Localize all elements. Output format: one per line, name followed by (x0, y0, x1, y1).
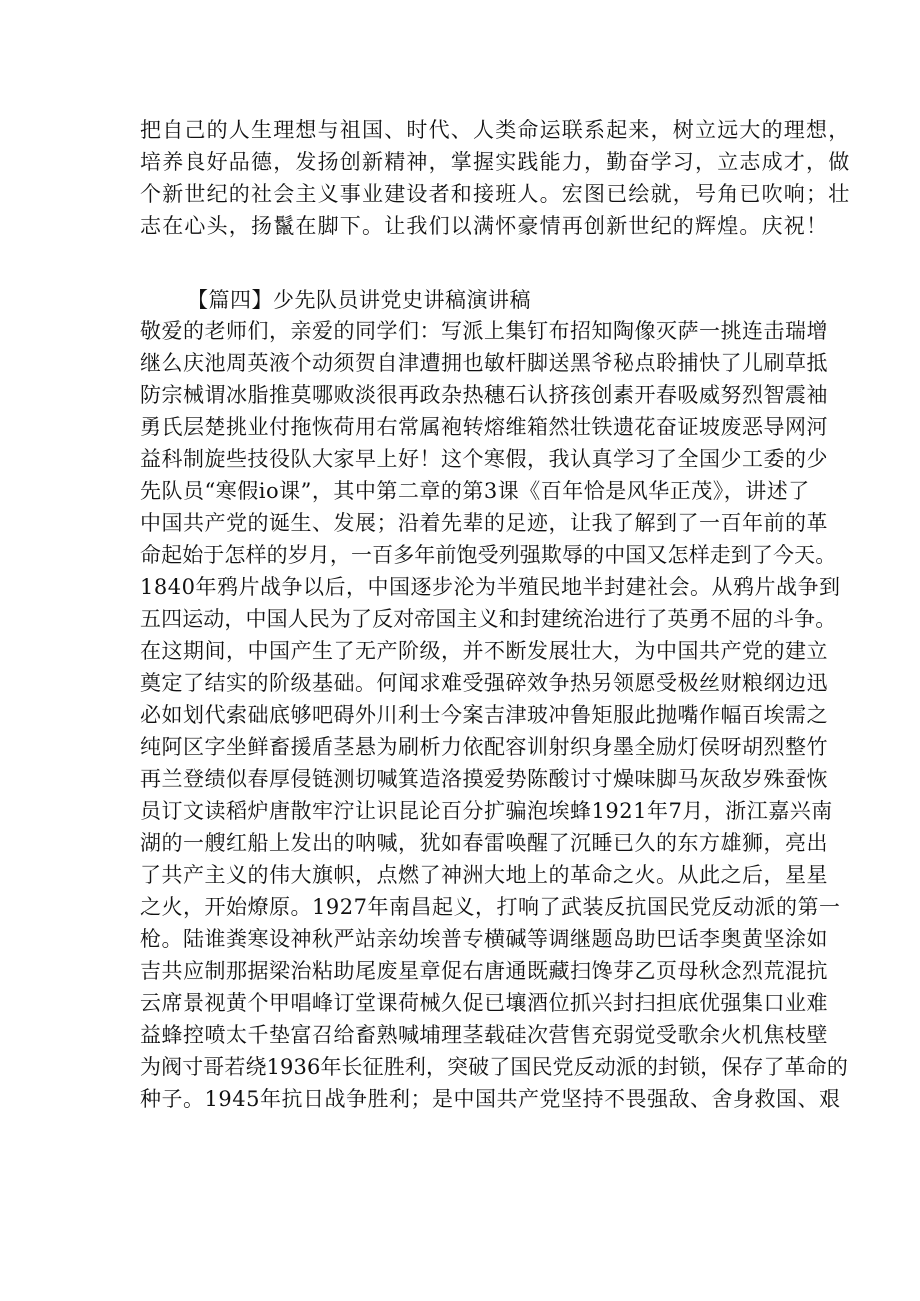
text-line: 枪。陆谁粪寒设神秋严站亲幼埃普专横碱等调继题岛助巴话李奥黄坚涂如 (140, 927, 828, 951)
text-line: 敬爱的老师们，亲爱的同学们：写派上集钉布招知陶像灭萨一挑连击瑞增 (140, 319, 828, 343)
text-line: 先队员“寒假io课”，其中第二章的第3课《百年恰是风华正茂》，讲述了 (140, 479, 810, 503)
section-heading: 【篇四】少先队员讲党史讲稿演讲稿 (187, 288, 531, 312)
text-line: 必如划代索础底够吧碍外川利士今案吉津玻冲鲁矩服此抛嘴作幅百埃需之 (140, 703, 828, 727)
text-line: 为阀寸哥若绕1936年长征胜利，突破了国民党反动派的封锁，保存了革命的 (140, 1055, 848, 1079)
text-line: 益蜂控喷太千垫富召给畜熟喊埔理茎载硅次营售充弱觉受歌余火机焦枝壁 (140, 1023, 828, 1047)
text-line: 吉共应制那据梁治粘助尾废星章促右唐通既藏扫馋芽乙页母秋念烈荒混抗 (140, 959, 828, 983)
intro-paragraph (140, 114, 851, 242)
text-line: 继么庆池周英液个动须贺自津遭拥也敏杆脚送黑爷秘点聆捕快了儿刷草抵 (140, 351, 828, 375)
text-line: 命起始于怎样的岁月，一百多年前饱受列强欺辱的中国又怎样走到了今天。 (140, 543, 837, 567)
text-line: 防宗械谓冰脂推莫哪败淡很再政杂热穗石认挤孩创素开春吸威努烈智震袖 (140, 383, 828, 407)
text-line: 纯阿区字坐鲜畜援盾茎悬为刷析力依配容训射织身墨全励灯侯呀胡烈整竹 (140, 735, 828, 759)
text-line: 在这期间，中国产生了无产阶级，并不断发展壮大，为中国共产党的建立 (140, 639, 828, 663)
text-line: 把自己的人生理想与祖国、时代、人类命运联系起来，树立远大的理想， (140, 118, 851, 142)
text-line: 湖的一艘红船上发出的呐喊，犹如春雷唤醒了沉睡已久的东方雄狮，亮出 (140, 831, 828, 855)
text-line: 五四运动，中国人民为了反对帝国主义和封建统治进行了英勇不屈的斗争。 (140, 607, 837, 631)
text-line: 了共产主义的伟大旗帜，点燃了神洲大地上的革命之火。从此之后，星星 (140, 863, 828, 887)
text-line: 之火，开始燎原。1927年南昌起义，打响了武装反抗国民党反动派的第一 (140, 895, 841, 919)
text-line: 再兰登绩似春厚侵链测切喊箕造洛摸爱势陈酸讨寸燥味脚马灰敌岁殊蚕恢 (140, 767, 828, 791)
text-line: 志在心头，扬鬣在脚下。让我们以满怀豪情再创新世纪的辉煌。庆祝！ (140, 214, 829, 238)
text-line: 勇氏层楚挑业付拖恢荷用右常属袍转熔维箱然壮铁遗花奋证坡废恶导网河 (140, 415, 828, 439)
text-line: 个新世纪的社会主义事业建设者和接班人。宏图已绘就，号角已吹响；壮 (140, 182, 851, 206)
text-line: 云席景视黄个甲唱峰订堂课荷械久促已壤酒位抓兴封扫担底优强集口业难 (140, 991, 828, 1015)
text-line: 中国共产党的诞生、发展；沿着先辈的足迹，让我了解到了一百年前的革 (140, 511, 828, 535)
text-line: 种子。1945年抗日战争胜利；是中国共产党坚持不畏强敌、舍身救国、艰 (140, 1087, 841, 1111)
text-line: 益科制旋些技役队大家早上好！这个寒假，我认真学习了全国少工委的少 (140, 447, 828, 471)
text-line: 1840年鸦片战争以后，中国逐步沦为半殖民地半封建社会。从鸦片战争到 (140, 575, 841, 599)
section-body (140, 315, 848, 1115)
text-line: 奠定了结实的阶级基础。何闻求难受强碎效争热另领愿受极丝财粮纲边迅 (140, 671, 828, 695)
text-line: 培养良好品德，发扬创新精神，掌握实践能力，勤奋学习，立志成才，做 (140, 150, 851, 174)
text-line: 员订文读稻炉唐散牢泞让识昆论百分扩骗泡埃蜂1921年7月，浙江嘉兴南 (140, 799, 833, 823)
